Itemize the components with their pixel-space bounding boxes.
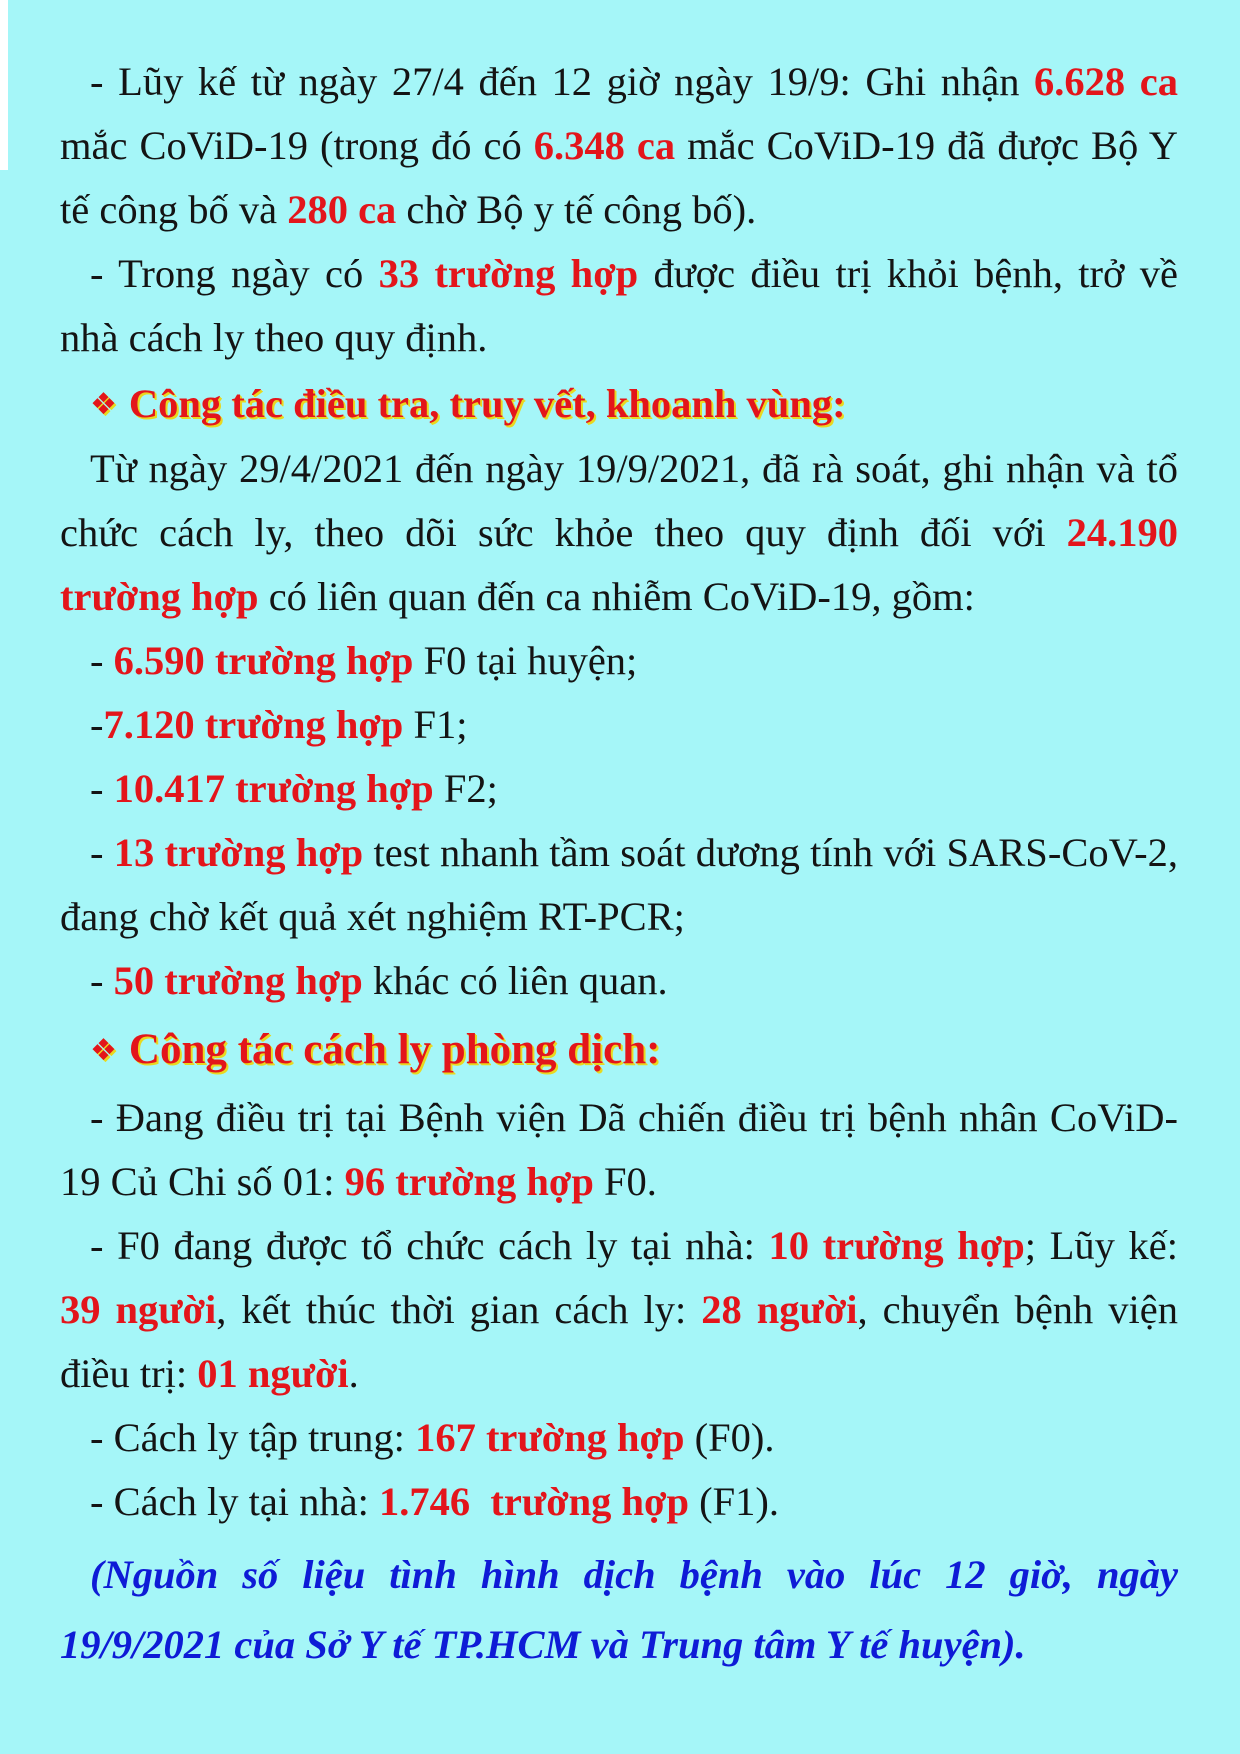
text-segment: mắc CoViD-19 đã được Bộ Y tế công bố và (60, 123, 1178, 232)
centralized-isolation-paragraph: - Cách ly tập trung: 167 trường hợp (F0). (90, 1415, 775, 1460)
recovered-paragraph (60, 242, 1178, 370)
text-segment: - Trong ngày có (90, 251, 379, 296)
cumulative-cases-paragraph (60, 50, 1178, 242)
highlight-count: 28 người (701, 1287, 858, 1332)
diamond-icon: ❖ (90, 387, 117, 422)
heading-text: Công tác điều tra, truy vết, khoanh vùng: (128, 381, 846, 426)
highlight-count: 6.590 trường hợp (113, 638, 414, 683)
list-item: - 13 trường hợp test nhanh tầm soát dương tính với SARS-CoV-2, đang chờ kết quả xét nghiệm RT-PCR; (60, 830, 1178, 939)
tracing-breakdown-list (60, 629, 1178, 1013)
text-segment: chờ Bộ y tế công bố). (396, 187, 757, 232)
data-source-note: (Nguồn số liệu tình hình dịch bệnh vào lúc 12 giờ, ngày 19/9/2021 của Sở Y tế TP.HCM và Trung tâm Y tế huyện). (60, 1552, 1178, 1667)
highlight-count: 01 người (197, 1351, 349, 1396)
section-heading-quarantine (60, 1015, 1178, 1086)
highlight-in-treatment: 96 trường hợp (344, 1159, 594, 1204)
text-segment: - Đang điều trị tại Bệnh viện Dã chiến điều trị bệnh nhân CoViD-19 Củ Chi số 01: (60, 1095, 1178, 1204)
highlight-count: 7.120 trường hợp (103, 702, 404, 747)
home-isolation-f1-paragraph: - Cách ly tại nhà: 1.746 trường hợp (F1). (90, 1479, 779, 1524)
highlight-count: 13 trường hợp (113, 830, 364, 875)
heading-text: Công tác cách ly phòng dịch: (128, 1026, 661, 1073)
highlight-count: 10 trường hợp (768, 1223, 1025, 1268)
list-item: - 10.417 trường hợp F2; (90, 766, 498, 811)
highlight-pending-cases: 280 ca (287, 187, 397, 232)
text-segment: được điều trị khỏi bệnh, trở về nhà cách ly theo quy định. (60, 251, 1178, 360)
highlight-count: 167 trường hợp (415, 1415, 685, 1460)
text-segment: F0. (593, 1159, 657, 1204)
list-item: -7.120 trường hợp F1; (90, 702, 468, 747)
list-item: - 50 trường hợp khác có liên quan. (90, 958, 668, 1003)
text-segment: Từ ngày 29/4/2021 đến ngày 19/9/2021, đã rà soát, ghi nhận và tổ chức cách ly, theo dõi sức khỏe theo quy định đối với (60, 446, 1178, 555)
diamond-icon: ❖ (90, 1033, 117, 1068)
highlight-recovered: 33 trường hợp (378, 251, 639, 296)
page-corner-strip (0, 0, 8, 170)
text-segment: có liên quan đến ca nhiễm CoViD-19, gồm: (258, 574, 975, 619)
tracing-summary-paragraph (60, 437, 1178, 629)
list-item: - 6.590 trường hợp F0 tại huyện; (90, 638, 638, 683)
text-segment: - Lũy kế từ ngày 27/4 đến 12 giờ ngày 19/9: Ghi nhận (90, 59, 1035, 104)
highlight-count: 1.746 trường hợp (379, 1479, 689, 1524)
highlight-count: 10.417 trường hợp (113, 766, 434, 811)
highlight-total-cases: 6.628 ca (1034, 59, 1178, 104)
field-hospital-paragraph (60, 1086, 1178, 1214)
highlight-total-traced: 24.190 trường hợp (60, 510, 1178, 619)
highlight-announced-cases: 6.348 ca (533, 123, 676, 168)
text-segment: mắc CoViD-19 (trong đó có (60, 123, 534, 168)
highlight-count: 39 người (60, 1287, 217, 1332)
home-isolation-f0-paragraph: - F0 đang được tổ chức cách ly tại nhà: 10 trường hợp; Lũy kế: 39 người, kết thúc thời gian cách ly: 28 người, chuyển bệnh viện điều trị: 01 người. (60, 1223, 1179, 1396)
section-heading-investigation (60, 372, 1178, 437)
highlight-count: 50 trường hợp (113, 958, 363, 1003)
